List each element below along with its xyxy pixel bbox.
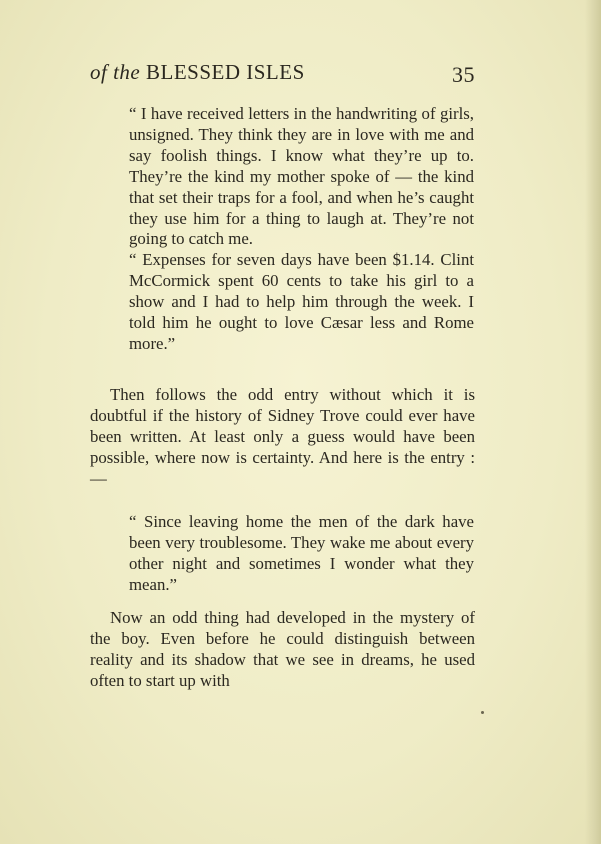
running-header <box>90 60 475 90</box>
body-paragraph <box>90 385 475 490</box>
header-title: BLESSED ISLES <box>146 60 305 84</box>
paragraph-odd-entry: Then follows the odd entry without which it is doubtful if the history of Sidney Trove could ever have been written. At least only a guess would have been possible, where now is certainty. And here is the entry : — <box>90 385 475 488</box>
quote-paragraph-men-of-the-dark: “ Since leaving home the men of the dark have been very troublesome. They wake me about every other night and sometimes I wonder what they mean.” <box>129 512 474 594</box>
quoted-entry <box>129 512 474 596</box>
body-paragraph <box>90 608 475 692</box>
quote-paragraph-expenses: “ Expenses for seven days have been $1.14. Clint McCormick spent 60 cents to take his girl to a show and I had to help him through the week. I told him he ought to love Cæsar less and Rome more.” <box>129 250 474 353</box>
page-edge-shadow <box>585 0 601 844</box>
page-number: 35 <box>452 62 475 87</box>
paragraph-mystery-of-boy: Now an odd thing had developed in the mystery of the boy. Even before he could distinguish between reality and its shadow that we see in dreams, he used often to start up with <box>90 608 475 690</box>
quote-paragraph-letters: “ I have received letters in the handwriting of girls, unsigned. They think they are in love with me and say foolish things. I know what they’re up to. They’re the kind my mother spoke of — the kind that set their traps for a fool, and when he’s caught they use him for a thing to laugh at. They’re not going to catch me. <box>129 104 474 249</box>
header-prefix: of the <box>90 60 141 84</box>
paper-speck <box>481 711 484 714</box>
quoted-letter-excerpt <box>129 104 474 355</box>
